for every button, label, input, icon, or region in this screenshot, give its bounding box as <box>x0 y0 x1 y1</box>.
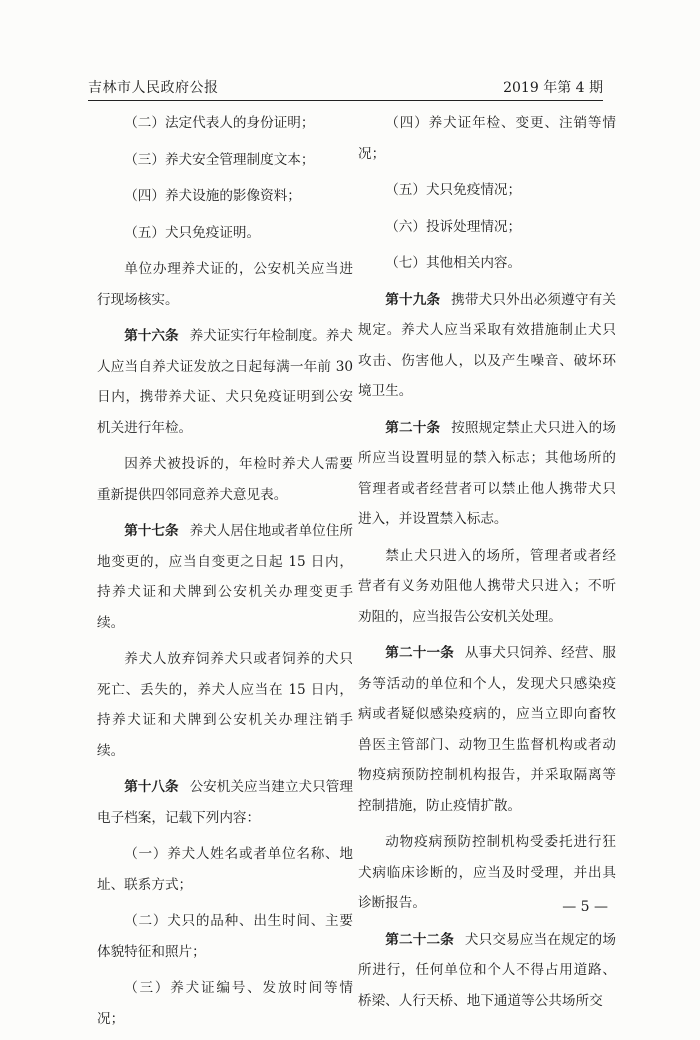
paragraph <box>97 108 353 139</box>
paragraph <box>358 413 616 535</box>
paragraph-text: （三）养犬安全管理制度文本； <box>124 151 315 168</box>
paragraph <box>97 321 353 443</box>
paragraph <box>358 175 616 206</box>
paragraph-text: 从事犬只饲养、经营、服务等活动的单位和个人，发现犬只感染疫病或者疑似感染疫病的，应当立即向畜牧兽医主管部门、动物卫生监督机构或者动物疫病预防控制机构报告，并采取隔离等控制措施，防止疫情扩散。 <box>358 645 616 814</box>
article-number: 第十八条 <box>124 779 179 795</box>
issue-number: 2019 年第 4 期 <box>503 80 603 96</box>
paragraph <box>358 541 616 633</box>
publication-title: 吉林市人民政府公报 <box>88 80 219 96</box>
paragraph-text: 携带犬只外出必须遵守有关规定。养犬人应当采取有效措施制止犬只攻击、伤害他人，以及产生噪音、破坏环境卫生。 <box>358 291 617 399</box>
paragraph-text: （四）养犬设施的影像资料； <box>124 188 301 204</box>
paragraph <box>97 772 353 833</box>
paragraph-text: （五）犬只免疫证明。 <box>124 224 261 241</box>
paragraph-text: （五）犬只免疫情况； <box>385 182 522 198</box>
paragraph-text: 养犬人居住地或者单位住所地变更的，应当自变更之日起 15 日内，持养犬证和犬牌到公安机关办理变更手续。 <box>97 523 354 631</box>
paragraph <box>97 145 353 176</box>
paragraph-text: 养犬人放弃饲养犬只或者饲养的犬只死亡、丢失的，养犬人应当在 15 日内，持养犬证和犬牌到公安机关办理注销手续。 <box>97 651 353 759</box>
paragraph-text: 公安机关应当建立犬只管理电子档案，记载下列内容： <box>97 779 354 826</box>
paragraph-text: 动物疫病预防控制机构受委托进行狂犬病临床诊断的，应当及时受理，并出具诊断报告。 <box>358 834 616 911</box>
article-number: 第十六条 <box>124 328 179 344</box>
paragraph <box>97 906 353 967</box>
paragraph-text: （三）养犬证编号、发放时间等情况； <box>97 980 353 1027</box>
paragraph <box>97 516 353 638</box>
paragraph <box>358 248 616 279</box>
paragraph <box>358 212 616 243</box>
article-number: 第二十条 <box>385 419 441 436</box>
paragraph-text: 禁止犬只进入的场所，管理者或者经营者有义务劝阻他人携带犬只进入；不听劝阻的，应当报告公安机关处理。 <box>358 547 616 625</box>
article-number: 第十七条 <box>124 523 179 539</box>
paragraph <box>358 925 616 1017</box>
paragraph-text: 按照规定禁止犬只进入的场所应当设置明显的禁入标志；其他场所的管理者或者经营者可以禁止他人携带犬只进入，并设置禁入标志。 <box>358 419 617 527</box>
paragraph-text: （四）养犬证年检、变更、注销等情况； <box>358 115 616 162</box>
paragraph-text: 因养犬被投诉的，年检时养犬人需要重新提供四邻同意养犬意见表。 <box>97 456 353 503</box>
paragraph <box>358 108 616 169</box>
paragraph <box>97 644 353 766</box>
article-number: 第二十二条 <box>385 931 454 948</box>
paragraph <box>97 254 353 315</box>
paragraph <box>358 285 616 407</box>
paragraph-text: （六）投诉处理情况； <box>385 218 522 235</box>
article-number: 第十九条 <box>385 291 441 308</box>
paragraph <box>97 449 353 510</box>
page-header <box>88 74 603 101</box>
paragraph-text: （七）其他相关内容。 <box>385 255 522 271</box>
paragraph <box>97 181 353 212</box>
paragraph-text: 单位办理养犬证的，公安机关应当进行现场核实。 <box>97 261 353 308</box>
paragraph <box>97 973 353 1034</box>
page-number: — 5 — <box>562 899 608 915</box>
right-column <box>358 108 616 1022</box>
paragraph <box>97 839 353 900</box>
paragraph <box>97 218 353 249</box>
paragraph-text: （一）养犬人姓名或者单位名称、地址、联系方式； <box>97 846 353 893</box>
paragraph-text: 养犬证实行年检制度。养犬人应当自养犬证发放之日起每满一年前 30 日内，携带养犬证、犬只免疫证明到公安机关进行年检。 <box>97 328 354 436</box>
paragraph <box>358 638 616 821</box>
paragraph-text: 犬只交易应当在规定的场所进行，任何单位和个人不得占用道路、桥梁、人行天桥、地下通道等公共场所交 <box>358 931 616 1009</box>
paragraph-text: （二）法定代表人的身份证明； <box>124 115 315 131</box>
paragraph-text: （二）犬只的品种、出生时间、主要体貌特征和照片； <box>97 913 353 960</box>
left-column <box>97 108 353 1040</box>
article-number: 第二十一条 <box>385 645 454 661</box>
